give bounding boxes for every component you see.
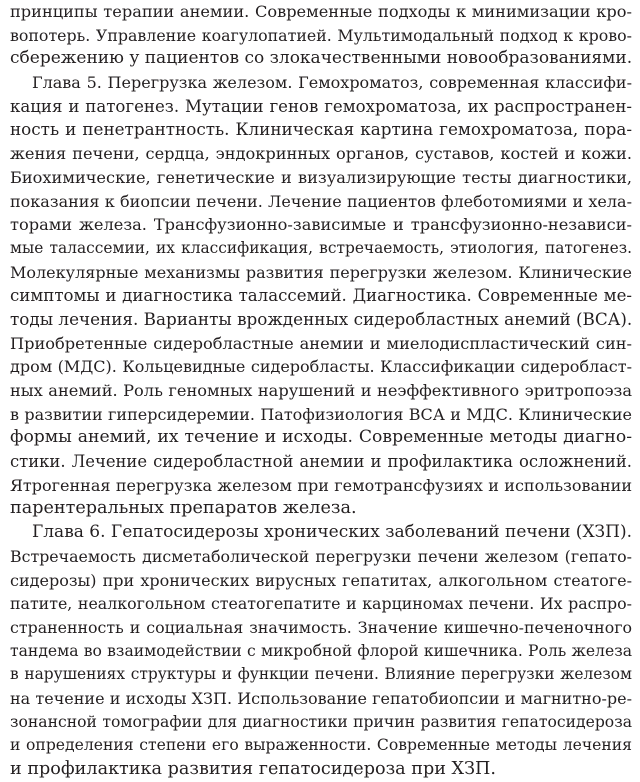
paragraph-chapter-6 <box>10 521 632 782</box>
text-line: мые талассемии, их классификация, встречаемость, этиология, патогенез. <box>10 238 632 257</box>
text-line: зонансной томографии для диагностики причин развития гепатосидероза <box>10 712 632 731</box>
text-line: тоды лечения. Варианты врожденных сидеробластных анемий (ВСА). <box>10 308 633 329</box>
text-line: вопотерь. Управление коагулопатией. Мультимодальный подход к крово- <box>10 25 632 45</box>
chapter-heading-line: Глава 5. Перегрузка железом. Гемохроматоз, современная классифи- <box>32 73 632 93</box>
text-line: ность и пенетрантность. Клиническая картина гемохроматоза, пора- <box>10 119 632 140</box>
text-line: Ятрогенная перегрузка железом при гемотрансфузиях и использовании <box>10 475 632 495</box>
text-line: тандема во взаимодействии с микробной флорой кишечника. Роль железа <box>10 641 632 660</box>
text-line: кация и патогенез. Мутации генов гемохроматоза, их распространен- <box>10 96 632 116</box>
text-line: торами железа. Трансфузионно-зависимые и трансфузионно-независи- <box>10 215 632 235</box>
text-line: Приобретенные сидеробластные анемии и миелодиспластический син- <box>10 333 632 353</box>
text-line: сидерозы) при хронических вирусных гепатитах, алкогольном стеатоге- <box>10 570 632 590</box>
text-line: ных анемий. Роль геномных нарушений и неэффективного эритропоэза <box>10 381 632 400</box>
paragraph-therapy-continuation <box>10 0 632 71</box>
text-line: Встречаемость дисметаболической перегрузки печени железом (гепато- <box>10 546 632 566</box>
text-line: принципы терапии анемии. Современные подходы к минимизации кро- <box>10 2 632 21</box>
text-line: парентеральных препаратов железа. <box>10 498 357 519</box>
text-line: дром (МДС). Кольцевидные сидеробласты. Классификации сидеробласт- <box>10 357 632 377</box>
text-line: симптомы и диагностика талассемий. Диагностика. Современные ме- <box>10 286 632 306</box>
chapter-heading-line: Глава 6. Гепатосидерозы хронических заболеваний печени (ХЗП). <box>32 522 632 543</box>
text-line: показания к биопсии печени. Лечение пациентов флеботомиями и хела- <box>10 191 632 211</box>
text-line: и определения степени его выраженности. Современные методы лечения <box>10 736 632 755</box>
text-line: на течение и исходы ХЗП. Использование гепатобиопсии и магнитно-ре- <box>10 688 632 708</box>
text-line: в развитии гиперсидеремии. Патофизиология ВСА и МДС. Клинические <box>10 404 632 424</box>
text-line: Биохимические, генетические и визуализирующие тесты диагностики, <box>10 167 632 187</box>
text-line: страненность и социальная значимость. Значение кишечно-печеночного <box>10 617 632 637</box>
text-line: сбережению у пациентов со злокачественными новообразованиями. <box>10 48 633 69</box>
text-line: жения печени, сердца, эндокринных органов, суставов, костей и кожи. <box>10 144 632 164</box>
text-line: Молекулярные механизмы развития перегрузки железом. Клинические <box>10 262 632 282</box>
paragraph-chapter-5 <box>10 71 632 521</box>
text-line: в нарушениях структуры и функции печени. Влияние перегрузки железом <box>10 665 632 684</box>
text-line: патите, неалкогольном стеатогепатите и карциномах печени. Их распро- <box>10 594 632 614</box>
text-line: формы анемий, их течение и исходы. Современные методы диагно- <box>10 427 632 448</box>
text-line: стики. Лечение сидеробластной анемии и профилактика осложнений. <box>10 452 632 472</box>
text-line: и профилактика развития гепатосидероза при ХЗП. <box>10 759 496 779</box>
